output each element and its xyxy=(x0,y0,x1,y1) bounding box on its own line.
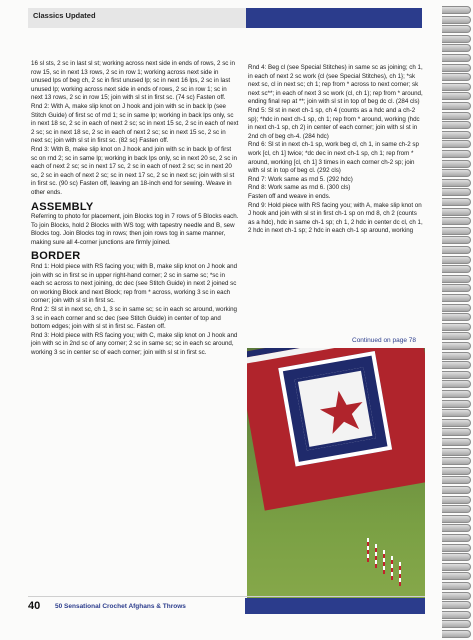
right-paragraph-6: Fasten off and weave in ends. xyxy=(248,192,331,200)
spiral-ring xyxy=(442,380,471,388)
spiral-ring xyxy=(442,582,471,590)
star-block xyxy=(278,351,392,466)
spiral-ring xyxy=(442,16,471,24)
fringe-tassel xyxy=(383,550,385,574)
right-paragraph-2: Rnd 5: Sl st in next ch-1 sp, ch 4 (counts as a hdc and a ch-2 sp); *hdc in next ch-1 sp, ch 1; rep from * around, working (hdc in next ch-1 sp, ch 2) in center of each corner; join with sl st in 2nd ch of beg ch-4. (284 hdc) xyxy=(248,106,420,140)
spiral-ring xyxy=(442,544,471,552)
star-block-center xyxy=(294,367,375,450)
spiral-ring xyxy=(442,217,471,225)
right-paragraph-1: Rnd 4: Beg cl (see Special Stitches) in same sc as joining; ch 1, in each of next 2 sc work {cl (see Special Stitches), ch 1}; *sk next sc, cl in next sc; ch 1; rep from * across to next corner; sk next sc**; in each of next 3 sc work (cl, ch 1); rep from * around, ending final rep at **; join with sl st in top of beg dc cl. (284 cls) xyxy=(248,64,423,106)
spiral-ring xyxy=(442,361,471,369)
spiral-ring xyxy=(442,409,471,417)
continued-note: Continued on page 78 xyxy=(352,337,416,344)
spiral-ring xyxy=(442,515,471,523)
assembly-text: Referring to photo for placement, join Blocks tog in 7 rows of 5 Blocks each. To join Blocks, hold 2 Blocks with WS tog; with tapestry needle and B, sew Blocks tog. Join Blocks tog in rows; then join rows tog in same manner, making sure all 4-corner junctions are firmly joined. xyxy=(31,213,239,246)
spiral-ring xyxy=(442,476,471,484)
border-heading: BORDER xyxy=(31,250,81,263)
spiral-ring xyxy=(442,246,471,254)
spiral-ring xyxy=(442,601,471,609)
spiral-ring xyxy=(442,553,471,561)
spiral-ring xyxy=(442,208,471,216)
spiral-ring xyxy=(442,467,471,475)
spiral-ring xyxy=(442,620,471,628)
footer-accent-bar xyxy=(245,598,425,614)
spiral-ring xyxy=(442,275,471,283)
spiral-ring xyxy=(442,54,471,62)
spiral-ring xyxy=(442,400,471,408)
spiral-ring xyxy=(442,44,471,52)
spiral-ring xyxy=(442,294,471,302)
left-paragraph-3: Rnd 3: With B, make slip knot on J hook and join with sc in back lp of first sc on rnd 2; sc in same lp; working in back lps only, sc in next 20 sc, 2 sc in each of next 2 sc; sc in next 17 sc, 2 sc in each of next 2 sc; sc in next 20 sc, 2 sc in each of next 2 sc; sc in next 17 sc, 2 sc in next sc; join with sl st in first sc. (90 sc) Fasten off, leaving an 18-inch end for sewing. Weave in other ends. xyxy=(31,145,237,196)
spiral-ring xyxy=(442,256,471,264)
spiral-ring xyxy=(442,371,471,379)
left-paragraph-2: Rnd 2: With A, make slip knot on J hook and join with sc in back lp (see Stitch Guide) of first sc of rnd 1; sc in same lp; working in back lps only, sc in next 18 sc, 2 sc in each of next 2 sc; sc in next 15 sc, 2 sc in each of next 2 sc; sc in next 18 sc, 2 sc in each of next 2 sc; sc in next 15 sc, 2 sc in next sc; join with sl st in first sc. (82 sc) Fasten off. xyxy=(31,102,239,145)
spiral-ring xyxy=(442,131,471,139)
border-paragraph-3: Rnd 3: Hold piece with RS facing you; with C, make slip knot on J hook and join with sc in 2nd sc of any corner; 2 sc in same sc; sc in each sc around, working 3 sc in center sc of each corner; join with sl st in first sc. xyxy=(31,331,238,356)
spiral-ring xyxy=(442,227,471,235)
afghan-photo xyxy=(247,348,425,602)
spiral-ring xyxy=(442,188,471,196)
spiral-ring xyxy=(442,496,471,504)
right-paragraph-4: Rnd 7: Work same as rnd 5. (292 hdc) xyxy=(248,175,353,183)
spiral-ring xyxy=(442,592,471,600)
spiral-ring xyxy=(442,140,471,148)
page-number: 40 xyxy=(28,600,41,612)
fringe-tassel xyxy=(367,538,369,562)
spiral-ring xyxy=(442,534,471,542)
assembly-heading: ASSEMBLY xyxy=(31,200,94,213)
spiral-ring xyxy=(442,92,471,100)
spiral-ring xyxy=(442,179,471,187)
spiral-ring xyxy=(442,284,471,292)
right-paragraph-7: Rnd 9: Hold piece with RS facing you; with A, make slip knot on J hook and join with sl st in first ch-1 sp on rnd 8, ch 2 (counts as a hdc), hdc in same ch-1 sp; ch 1, 2 hdc in center dc cl, ch 1, 2 hdc in next ch-1 sp; 2 hdc in each ch-1 sp around, working xyxy=(248,201,423,235)
header-label: Classics Updated xyxy=(33,11,96,20)
spiral-ring xyxy=(442,73,471,81)
spiral-ring xyxy=(442,438,471,446)
spiral-ring xyxy=(442,35,471,43)
spiral-ring xyxy=(442,198,471,206)
spiral-ring xyxy=(442,428,471,436)
spiral-ring xyxy=(442,25,471,33)
spiral-binding xyxy=(431,0,473,640)
spiral-ring xyxy=(442,457,471,465)
spiral-ring xyxy=(442,160,471,168)
spiral-ring xyxy=(442,448,471,456)
spiral-ring xyxy=(442,323,471,331)
fringe-tassel xyxy=(399,562,401,586)
spiral-ring xyxy=(442,150,471,158)
star-icon xyxy=(316,385,368,437)
fringe-tassel xyxy=(375,544,377,568)
spiral-ring xyxy=(442,332,471,340)
spiral-ring xyxy=(442,169,471,177)
spiral-ring xyxy=(442,64,471,72)
spiral-ring xyxy=(442,524,471,532)
spiral-ring xyxy=(442,83,471,91)
spiral-ring xyxy=(442,6,471,14)
spiral-ring xyxy=(442,236,471,244)
spiral-ring xyxy=(442,313,471,321)
spiral-ring xyxy=(442,304,471,312)
right-paragraph-3: Rnd 6: Sl st in next ch-1 sp, work beg cl, ch 1, in same ch-2 sp work [cl, ch 1] twice; *dc dec in next ch-1 sp, ch 1; rep from * around, working [cl, ch 1] 3 times in each corner ch-2 sp; join with sl st in top of beg cl. (292 cls) xyxy=(248,141,419,175)
right-column xyxy=(248,64,424,236)
book-title: 50 Sensational Crochet Afghans & Throws xyxy=(55,603,186,610)
spiral-ring xyxy=(442,102,471,110)
spiral-ring xyxy=(442,352,471,360)
border-paragraph-2: Rnd 2: Sl st in next sc, ch 1, 3 sc in same sc; sc in each sc around, working 3 sc in each corner and sc dec (see Stitch Guide) in center of top and bottom edges; join with sl st in first sc. Fasten off. xyxy=(31,306,237,331)
afghan-blanket xyxy=(247,348,425,511)
spiral-ring xyxy=(442,486,471,494)
spiral-ring xyxy=(442,563,471,571)
spiral-ring xyxy=(442,342,471,350)
spiral-ring xyxy=(442,630,471,638)
spiral-ring xyxy=(442,611,471,619)
left-paragraph-1: 16 sl sts, 2 sc in last sl st; working across next side in ends of rows, 2 sc in row 15, sc in next 13 rows, 2 sc in row 1; working across next side in unused lps of beg ch, 2 sc in first unused lp; sc in next 16 lps, 2 sc in last unused lp; working across next side in ends of rows, 2 sc in row 1; sc in next 13 rows, 2 sc in row 15; join with sl st in first sc. (74 sc) Fasten off. xyxy=(31,60,235,102)
spiral-ring xyxy=(442,572,471,580)
right-paragraph-5: Rnd 8: Work same as rnd 6. (300 cls) xyxy=(248,184,351,192)
spiral-ring xyxy=(442,419,471,427)
spiral-ring xyxy=(442,112,471,120)
border-paragraph-1: Rnd 1: Hold piece with RS facing you; with B, make slip knot on J hook and join with sc in first sc in upper right-hand corner; 2 sc in same sc; *sc in each sc across to next joining, dc dec (see Stitch Guide) in next 2 joined sc on working Block and next Block; rep from * across, working 3 sc in each corner; join with sl st in first sc. xyxy=(31,263,238,305)
footer-rule xyxy=(28,596,425,597)
spiral-ring xyxy=(442,390,471,398)
spiral-ring xyxy=(442,121,471,129)
left-column xyxy=(31,60,239,358)
header-accent-bar xyxy=(246,8,422,28)
fringe-tassel xyxy=(391,556,393,580)
spiral-ring xyxy=(442,505,471,513)
spiral-ring xyxy=(442,265,471,273)
